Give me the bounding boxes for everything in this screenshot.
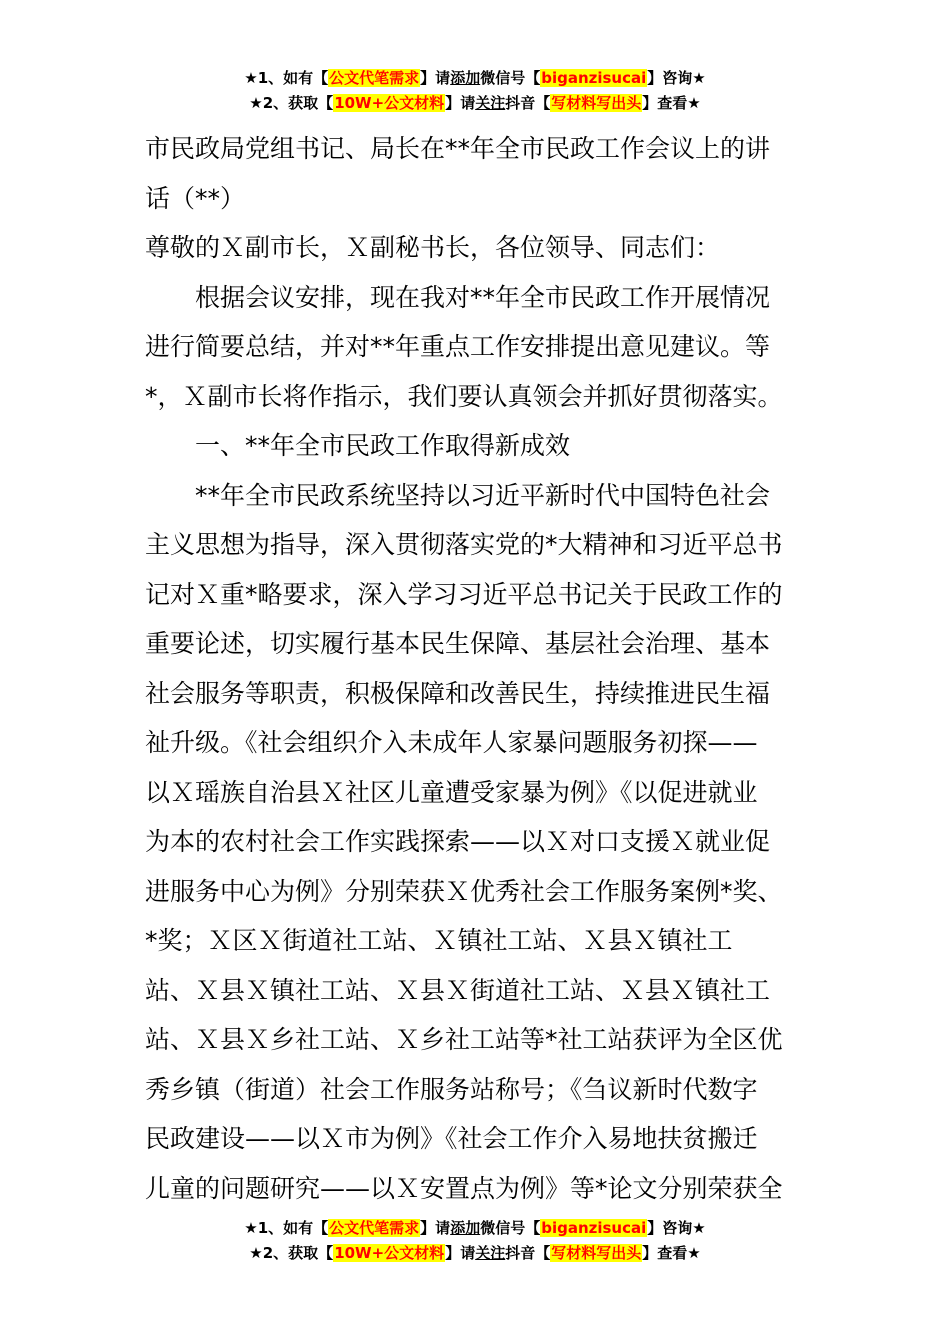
- banner-line-2: ★2、获取【10W+公文材料】请关注抖音【写材料写出头】查看★: [249, 94, 701, 112]
- header-banner: [0, 66, 950, 116]
- text-line: 记对Ｘ重*略要求，深入学习习近平总书记关于民政工作的: [145, 579, 783, 609]
- highlight-service: 公文代笔需求: [329, 1219, 420, 1237]
- footer-banner: [0, 1216, 950, 1266]
- text-line: 民政建设——以Ｘ市为例》《社会工作介入易地扶贫搬迁: [145, 1124, 758, 1153]
- banner-line-1: ★1、如有【公文代笔需求】请添加微信号【biganzisucai】咨询★: [244, 69, 706, 87]
- highlight-wechat-id: biganzisucai: [541, 69, 647, 87]
- text-line: 秀乡镇（街道）社会工作服务站称号；《刍议新时代数字: [145, 1074, 758, 1104]
- text-line: 重要论述，切实履行基本民生保障、基层社会治理、基本: [145, 629, 771, 658]
- section-heading: 一、**年全市民政工作取得新成效: [195, 431, 571, 460]
- highlight-wechat-id: biganzisucai: [541, 1219, 647, 1237]
- text-line: 为本的农村社会工作实践探索——以Ｘ对口支援Ｘ就业促: [145, 827, 771, 856]
- text-line: *奖；Ｘ区Ｘ街道社工站、Ｘ镇社工站、Ｘ县Ｘ镇社工: [145, 926, 733, 955]
- document-body: [145, 124, 810, 1213]
- text-line: 进服务中心为例》分别荣获Ｘ优秀社会工作服务案例*奖、: [145, 876, 783, 906]
- text-line: *，Ｘ副市长将作指示，我们要认真领会并抓好贯彻落实。: [145, 381, 783, 411]
- salutation: 尊敬的Ｘ副市长，Ｘ副秘书长，各位领导、同志们：: [145, 233, 721, 262]
- highlight-douyin: 写材料写出头: [551, 1244, 642, 1262]
- banner-line-2: ★2、获取【10W+公文材料】请关注抖音【写材料写出头】查看★: [249, 1244, 701, 1262]
- text-line: 根据会议安排，现在我对**年全市民政工作开展情况: [195, 282, 771, 312]
- banner-line-1: ★1、如有【公文代笔需求】请添加微信号【biganzisucai】咨询★: [244, 1219, 706, 1237]
- document-title-line: 话（**）: [145, 183, 246, 213]
- text-line: 以Ｘ瑶族自治县Ｘ社区儿童遭受家暴为例》《以促进就业: [145, 777, 758, 807]
- text-line: 主义思想为指导，深入贯彻落实党的*大精神和习近平总书: [145, 530, 783, 559]
- text-line: 站、Ｘ县Ｘ镇社工站、Ｘ县Ｘ街道社工站、Ｘ县Ｘ镇社工: [145, 975, 771, 1005]
- text-line: **年全市民政系统坚持以习近平新时代中国特色社会: [195, 480, 771, 510]
- text-line: 进行简要总结，并对**年重点工作安排提出意见建议。等: [145, 332, 771, 361]
- highlight-douyin: 写材料写出头: [551, 94, 642, 112]
- highlight-materials: 10W+公文材料: [334, 94, 445, 112]
- text-line: 儿童的问题研究——以Ｘ安置点为例》等*论文分别荣获全: [145, 1173, 783, 1203]
- highlight-service: 公文代笔需求: [329, 69, 420, 87]
- highlight-materials: 10W+公文材料: [334, 1244, 445, 1262]
- text-line: 站、Ｘ县Ｘ乡社工站、Ｘ乡社工站等*社工站获评为全区优: [145, 1025, 783, 1054]
- document-title-line: 市民政局党组书记、局长在**年全市民政工作会议上的讲: [145, 134, 771, 163]
- text-line: 祉升级。《社会组织介入未成年人家暴问题服务初探——: [145, 728, 758, 757]
- text-line: 社会服务等职责，积极保障和改善民生，持续推进民生福: [145, 678, 771, 708]
